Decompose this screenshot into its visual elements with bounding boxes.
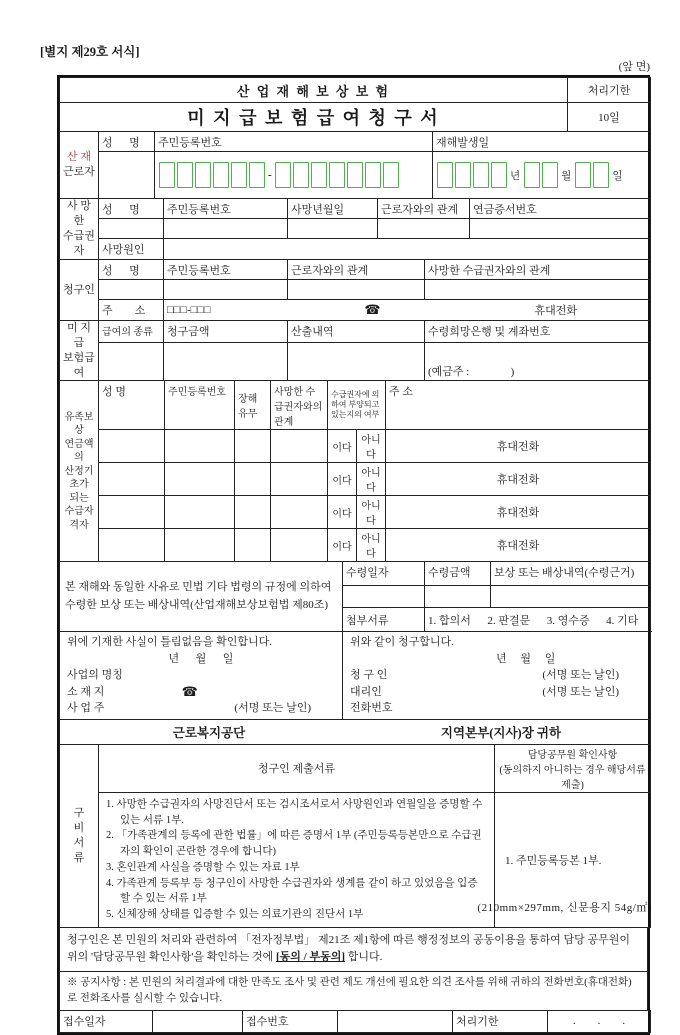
claimant-doc-item: 4. 가족관계 등록부 등 청구인이 사망한 수급권자와 생계를 같이 하고 있었음을 입증할 수 있는 서류 1부 — [106, 877, 478, 905]
deceased-death-date-label: 사망년월일 — [288, 199, 378, 219]
receive-amount-field[interactable] — [425, 586, 491, 608]
documents-label-char1: 구 — [73, 807, 85, 820]
digit-box[interactable] — [491, 162, 507, 188]
survivor-mobile-field[interactable]: 휴대전화 — [386, 430, 651, 463]
claim-amount-label: 청구금액 — [164, 321, 288, 343]
survivors-label-line2: 연금액의 — [64, 438, 94, 464]
digit-box[interactable] — [293, 162, 309, 188]
account-holder-field[interactable]: (예금주 : ) — [425, 342, 651, 381]
claimant-name-label: 성 명 — [99, 260, 164, 280]
benefit-type-field[interactable] — [99, 342, 164, 381]
supported-yes-option[interactable]: 이다 — [328, 430, 357, 463]
official-docs-list: 1. 주민등록등본 1부. — [495, 792, 651, 927]
survivors-label-line5: 수급자격자 — [64, 506, 94, 531]
claimant-sign-label: (서명 또는 날인) — [542, 669, 619, 682]
date-day-boxes[interactable] — [574, 162, 610, 188]
digit-box[interactable] — [249, 162, 265, 188]
form-title: 미 지 급 보 험 급 여 청 구 서 — [60, 103, 568, 132]
supported-no-option[interactable]: 아니다 — [357, 463, 386, 496]
recipient-org: 근로복지공단 — [172, 725, 246, 740]
official-header-line2: (동의하지 아니하는 경우 해당서류 제출) — [499, 764, 646, 791]
employer-declaration — [60, 632, 343, 720]
phone-icon: ☎ — [181, 683, 198, 699]
attachment-label: 첨부서류 — [343, 608, 425, 632]
survivor-row — [60, 529, 651, 562]
jumin-front-boxes[interactable] — [158, 162, 266, 188]
survivor-row — [60, 430, 651, 463]
supported-no-option[interactable]: 아니다 — [357, 529, 386, 562]
survivor-jumin-field[interactable] — [165, 430, 235, 463]
worker-name-label: 성 명 — [99, 132, 155, 152]
bank-account-label: 수령희망은행 및 계좌번호 — [425, 321, 651, 343]
business-name-label[interactable]: 사업의 명칭 — [67, 669, 123, 682]
claimant-name-field[interactable] — [99, 280, 164, 300]
claimant-jumin-field[interactable] — [164, 280, 288, 300]
consent-text-after: 합니다. — [345, 951, 383, 964]
agent-sign-label: (서명 또는 날인) — [542, 685, 619, 698]
agent-label[interactable]: 대리인 — [350, 685, 382, 698]
documents-label-char4: 류 — [73, 851, 85, 864]
deceased-name-field[interactable] — [99, 219, 164, 239]
consent-text-before: 청구인은 본 민원의 처리와 관련하여 「전자정부법」 제21조 제1항에 따른 행정정보의 공동이용을 통하여 담당 공무원이 위의 '담당공무원 확인사항'을 확인하는 것에 — [67, 933, 631, 964]
page-side-note: (앞 면) — [618, 61, 650, 73]
worker-section — [59, 131, 651, 199]
deceased-section — [59, 198, 651, 260]
survivor-name-field[interactable] — [99, 529, 165, 562]
recipient-row — [60, 719, 651, 744]
claimant-relation-deceased-field[interactable] — [425, 280, 651, 300]
claimant-declaration — [343, 632, 651, 720]
processing-deadline-label: 처리기한 — [568, 78, 651, 103]
claimant-docs-list — [99, 792, 495, 927]
notice-section — [59, 971, 648, 1011]
digit-box[interactable] — [383, 162, 399, 188]
deceased-pension-cert-label: 연금증서번호 — [470, 199, 651, 219]
supported-no-option[interactable]: 아니다 — [357, 430, 386, 463]
death-cause-label: 사망원인 — [99, 239, 164, 260]
phone-icon: ☎ — [364, 302, 381, 317]
digit-box[interactable] — [575, 162, 591, 188]
other-compensation-section — [59, 561, 651, 632]
deceased-label-line2: 수급권자 — [63, 230, 95, 257]
claimant-confirm-text: 위와 같이 청구합니다. — [350, 636, 454, 649]
compensation-detail-header: 보상 또는 배상내역(수령근거) — [491, 562, 651, 586]
survivor-address-header: 주 소 — [386, 381, 651, 430]
employer-date-line[interactable]: 년 월 일 — [168, 652, 234, 665]
survivor-jumin-field[interactable] — [165, 529, 235, 562]
declaration-section — [59, 631, 651, 745]
digit-box[interactable] — [195, 162, 211, 188]
receipt-number-label: 접수번호 — [243, 1010, 338, 1032]
digit-box[interactable] — [159, 162, 175, 188]
documents-section-label — [60, 744, 99, 927]
survivor-name-field[interactable] — [99, 430, 165, 463]
survivor-relation-header: 사망한 수급권자와의 관계 — [271, 381, 328, 430]
supported-yes-option[interactable]: 이다 — [328, 496, 357, 529]
digit-box[interactable] — [473, 162, 489, 188]
claimant-address-label: 주 소 — [99, 300, 164, 321]
attachment-options[interactable]: 1. 합의서 2. 판결문 3. 영수증 4. 기타 — [425, 608, 651, 632]
digit-box[interactable] — [275, 162, 291, 188]
consent-section — [59, 927, 648, 972]
claimant-mobile-label: 휴대전화 — [534, 305, 577, 317]
consent-choice[interactable]: [동의 / 부동의] — [275, 951, 345, 964]
deceased-section-label — [60, 199, 99, 260]
supported-yes-option[interactable]: 이다 — [328, 529, 357, 562]
unpaid-label-line2: 보험급여 — [63, 351, 95, 379]
notice-text: ※ 공지사항 : 본 민원의 처리결과에 대한 만족도 조사 및 관련 제도 개선에 필요한 의견 조사를 위해 귀하의 전화번호(휴대전화)로 전화조사를 실시할 수 있습니다. — [60, 972, 648, 1011]
unpaid-label-line1: 미 지 급 — [66, 322, 91, 349]
deceased-relation-field[interactable] — [378, 219, 470, 239]
deceased-jumin-field[interactable] — [164, 219, 288, 239]
death-cause-field[interactable] — [164, 239, 651, 260]
claimant-section — [59, 259, 651, 321]
survivors-label-line4: 되는 — [69, 492, 89, 504]
deceased-label-line1: 사 망 한 — [66, 200, 91, 228]
official-header-line1: 담당공무원 확인사항 — [527, 749, 618, 761]
receipt-number-field[interactable] — [338, 1010, 453, 1032]
receive-date-header: 수령일자 — [343, 562, 425, 586]
digit-box[interactable] — [329, 162, 345, 188]
date-year-boxes[interactable] — [436, 162, 508, 188]
claimant-doc-item: 3. 혼인관계 사실을 증명할 수 있는 자료 1부 — [106, 861, 300, 873]
claim-amount-field[interactable] — [164, 342, 288, 381]
claimant-doc-item: 2. 「가족관계의 등록에 관한 법률」에 따른 증명서 1부 (주민등록등본만으로 수급권자의 확인이 곤란한 경우에 합니다) — [106, 830, 482, 858]
supported-yes-option[interactable]: 이다 — [328, 463, 357, 496]
receipt-section — [59, 1010, 651, 1033]
deceased-relation-label: 근로자와의 관계 — [378, 199, 470, 219]
digit-box[interactable] — [347, 162, 363, 188]
jumin-dash: - — [268, 169, 272, 181]
receive-date-field[interactable] — [343, 586, 425, 608]
digit-box[interactable] — [455, 162, 471, 188]
survivor-disability-header: 장해 유무 — [235, 381, 271, 430]
calculation-detail-field[interactable] — [288, 342, 425, 381]
deceased-pension-cert-field[interactable] — [470, 219, 651, 239]
claimant-relation-worker-label: 근로자와의 관계 — [288, 260, 425, 280]
claimant-jumin-label: 주민등록번호 — [164, 260, 288, 280]
worker-label-line2: 근로자 — [63, 166, 95, 178]
processing-deadline-value: 10일 — [568, 103, 651, 132]
digit-box[interactable] — [177, 162, 193, 188]
other-compensation-description: 본 재해와 동일한 사유로 민법 기타 법령의 규정에 의하여 수령한 보상 또는 배상내역(산업재해보상보험법 제80조) — [60, 562, 343, 632]
deceased-jumin-label: 주민등록번호 — [164, 199, 288, 219]
survivor-disability-field[interactable] — [235, 430, 271, 463]
worker-section-label — [60, 132, 99, 199]
survivor-disability-field[interactable] — [235, 463, 271, 496]
survivor-disability-field[interactable] — [235, 496, 271, 529]
survivor-row — [60, 496, 651, 529]
recipient-title: 지역본부(지사)장 귀하 — [440, 725, 562, 740]
claimant-date-line[interactable]: 년 월 일 — [496, 652, 556, 665]
benefit-type-label: 급여의 종류 — [99, 321, 164, 343]
worker-jumin-field[interactable] — [155, 152, 433, 199]
survivor-mobile-field[interactable]: 휴대전화 — [386, 463, 651, 496]
digit-box[interactable] — [542, 162, 558, 188]
claimant-address-field[interactable] — [164, 300, 651, 321]
survivor-name-field[interactable] — [99, 463, 165, 496]
digit-box[interactable] — [593, 162, 609, 188]
survivor-relation-field[interactable] — [271, 463, 328, 496]
unpaid-benefit-section — [59, 320, 651, 381]
employer-confirm-text: 위에 기재한 사실이 틀림없음을 확인합니다. — [67, 636, 273, 649]
title-section — [59, 77, 651, 132]
calculation-detail-label: 산출내역 — [288, 321, 425, 343]
receipt-deadline-field[interactable]: . . . — [548, 1010, 651, 1032]
claimant-section-label: 청구인 — [60, 260, 99, 321]
digit-box[interactable] — [437, 162, 453, 188]
survivor-jumin-field[interactable] — [165, 496, 235, 529]
digit-box[interactable] — [365, 162, 381, 188]
month-unit-label: 월 — [561, 170, 572, 182]
survivors-section — [59, 380, 651, 562]
insurance-program-title: 산 업 재 해 보 상 보 험 — [60, 78, 568, 103]
survivor-name-field[interactable] — [99, 496, 165, 529]
digit-box[interactable] — [213, 162, 229, 188]
paper-spec-note: (210mm×297mm, 신문용지 54g/㎡) — [477, 902, 652, 914]
claimant-relation-deceased-label: 사망한 수급권자와의 관계 — [425, 260, 651, 280]
survivor-mobile-field[interactable]: 휴대전화 — [386, 496, 651, 529]
deceased-name-label: 성 명 — [99, 199, 164, 219]
claimant-sign-name-label[interactable]: 청 구 인 — [350, 669, 388, 682]
supported-no-option[interactable]: 아니다 — [357, 496, 386, 529]
postal-code-boxes[interactable]: □□□-□□□ — [167, 304, 211, 316]
worker-name-field[interactable] — [99, 152, 155, 199]
form-reference: [별지 제29호 서식] — [40, 45, 140, 59]
survivor-supported-header: 수급권자에 의하여 부양되고 있는지의 여부 — [328, 381, 386, 430]
business-location-label[interactable]: 소 재 지 — [67, 685, 105, 698]
claimant-docs-header: 청구인 제출서류 — [99, 744, 495, 792]
survivor-jumin-header: 주민등록번호 — [165, 381, 235, 430]
unpaid-section-label — [60, 321, 99, 381]
survivors-label-line1: 유족보상 — [64, 411, 94, 437]
survivor-relation-field[interactable] — [271, 430, 328, 463]
compensation-detail-field[interactable] — [491, 586, 651, 608]
survivors-section-label — [60, 381, 99, 562]
receive-amount-header: 수령금액 — [425, 562, 491, 586]
receipt-date-label: 접수일자 — [60, 1010, 153, 1032]
day-unit-label: 일 — [612, 170, 623, 182]
official-docs-header — [495, 744, 651, 792]
worker-label-line1: 산 재 — [66, 151, 91, 164]
claimant-doc-item: 1. 사망한 수급권자의 사망진단서 또는 검시조서로서 사망원인과 연월일을 증명할 수 있는 서류 1부. — [106, 798, 483, 826]
survivor-relation-field[interactable] — [271, 496, 328, 529]
consent-text — [60, 927, 648, 971]
receipt-deadline-label: 처리기한 — [453, 1010, 548, 1032]
survivor-mobile-field[interactable]: 휴대전화 — [386, 529, 651, 562]
date-month-boxes[interactable] — [523, 162, 559, 188]
receipt-date-field[interactable] — [153, 1010, 243, 1032]
employer-sign-label: (서명 또는 날인) — [234, 702, 311, 715]
survivor-jumin-field[interactable] — [165, 463, 235, 496]
worker-jumin-label: 주민등록번호 — [155, 132, 433, 152]
deceased-death-date-field[interactable] — [288, 219, 378, 239]
phone-number-label[interactable]: 전화번호 — [350, 702, 393, 715]
worker-accident-date-label: 재해발생일 — [433, 132, 651, 152]
digit-box[interactable] — [231, 162, 247, 188]
digit-box[interactable] — [311, 162, 327, 188]
worker-accident-date-field[interactable] — [433, 152, 651, 199]
survivor-row — [60, 463, 651, 496]
documents-label-char3: 서 — [73, 836, 85, 849]
survivor-relation-field[interactable] — [271, 529, 328, 562]
digit-box[interactable] — [524, 162, 540, 188]
survivor-name-header: 성 명 — [99, 381, 165, 430]
business-owner-label[interactable]: 사 업 주 — [67, 702, 105, 715]
survivor-disability-field[interactable] — [235, 529, 271, 562]
documents-label-char2: 비 — [73, 822, 85, 835]
claim-form — [57, 75, 650, 1035]
survivors-label-line3: 산정기초가 — [64, 465, 94, 491]
claimant-relation-worker-field[interactable] — [288, 280, 425, 300]
claimant-doc-item: 5. 신체장해 상태를 입증할 수 있는 의료기관의 진단서 1부 — [106, 909, 364, 921]
jumin-back-boxes[interactable] — [274, 162, 400, 188]
year-unit-label: 년 — [510, 170, 521, 182]
